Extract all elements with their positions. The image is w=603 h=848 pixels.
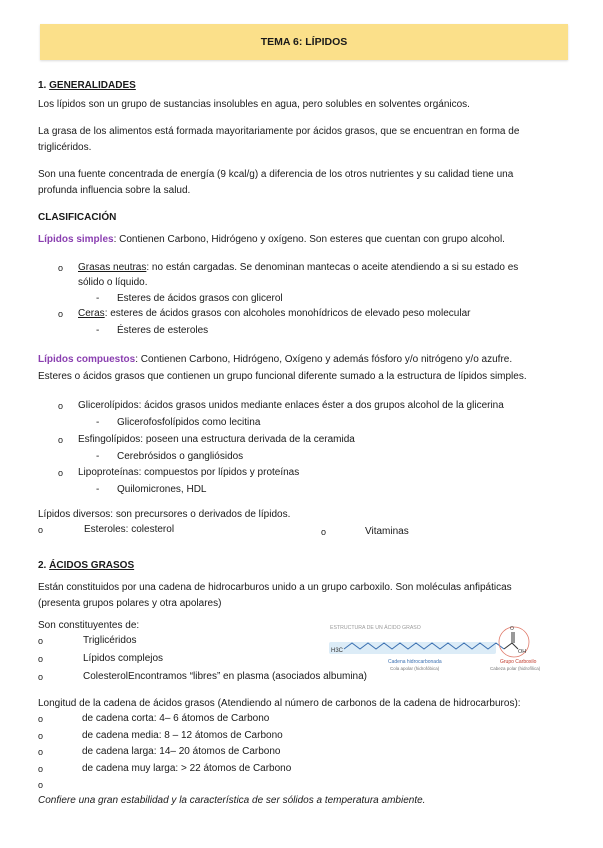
grasas-neutras-label: Grasas neutras <box>78 262 147 273</box>
dash-marker: - <box>96 451 100 462</box>
section-2-number: 2. <box>38 560 47 571</box>
bullet-marker: o <box>38 636 44 646</box>
section-2-title: ÁCIDOS GRASOS <box>49 560 135 571</box>
lipidos-diversos-line: Lípidos diversos: son precursores o derivados de lípidos. <box>38 509 291 520</box>
grasas-sub-item: Esteres de ácidos grasos con glicerol <box>117 293 283 304</box>
esfingolipidos-item: Esfingolípidos: poseen una estructura derivada de la ceramida <box>78 434 355 445</box>
bullet-marker: o <box>58 468 64 478</box>
bullet-marker: o <box>321 527 327 537</box>
bullet-marker: o <box>58 435 64 445</box>
list-item: de cadena corta: 4– 6 átomos de Carbono <box>82 713 270 724</box>
oxygen-label: O <box>510 626 514 632</box>
list-item: de cadena muy larga: > 22 átomos de Carbono <box>82 763 292 774</box>
ceras-label: Ceras <box>78 308 105 319</box>
section-1-number: 1. <box>38 80 47 91</box>
lipidos-compuestos-text: : Contienen Carbono, Hidrógeno, Oxígeno y además fósforo y/o nitrógeno y/o azufre. <box>135 354 513 365</box>
lipidos-simples-label: Lípidos simples <box>38 234 114 245</box>
carboxyl-bond <box>504 643 512 649</box>
paragraph: Los lípidos son un grupo de sustancias insolubles en agua, pero solubles en solventes orgánicos. <box>38 99 470 110</box>
esfingolipidos-sub-item: Cerebrósidos o gangliósidos <box>117 451 244 462</box>
bullet-marker: o <box>38 654 44 664</box>
lipidos-simples-text: : Contienen Carbono, Hidrógeno y oxígeno. Son esteres que cuentan con grupo alcohol. <box>113 234 505 245</box>
list-item: ColesterolEncontramos “libres” en plasma (asociados albumina) <box>83 671 368 682</box>
title-bar <box>40 24 568 60</box>
vitaminas-item: Vitaminas <box>365 526 409 537</box>
paragraph: La grasa de los alimentos está formada mayoritariamente por ácidos grasos, que se encuentran en forma de <box>38 126 520 137</box>
bullet-marker: o <box>58 309 64 319</box>
lipidos-compuestos-label: Lípidos compuestos <box>38 354 136 365</box>
lipoproteinas-sub-item: Quilomicrones, HDL <box>117 484 207 495</box>
dash-marker: - <box>96 293 100 304</box>
dash-marker: - <box>96 417 100 428</box>
grasas-neutras-text: : no están cargadas. Se denominan mantecas o aceite atendiendo a si su estado es <box>146 262 519 273</box>
bullet-marker: o <box>38 672 44 682</box>
grasas-neutras-text-2: sólido o líquido. <box>78 277 148 288</box>
lipidos-simples-line <box>38 234 505 245</box>
lipidos-compuestos-text-2: Esteres o ácidos grasos que contienen un grupo funcional diferente sumado a la estructura de lípidos simples. <box>38 371 527 382</box>
bullet-marker: o <box>58 263 64 273</box>
bullet-marker: o <box>38 764 44 774</box>
oh-label: OH <box>518 649 527 655</box>
h3c-label: H3C <box>331 648 344 654</box>
colesterol-item: Esteroles: colesterol <box>84 524 175 535</box>
bullet-marker: o <box>38 525 44 535</box>
bullet-marker: o <box>38 714 44 724</box>
section-1-heading <box>38 80 136 91</box>
chain-label: Cadena hidrocarbonada <box>388 659 442 665</box>
paragraph: (presenta grupos polares y otra apolares) <box>38 598 222 609</box>
lipoproteinas-item: Lipoproteínas: compuestos por lípidos y proteínas <box>78 467 300 478</box>
list-item: Lípidos complejos <box>83 653 164 664</box>
dash-marker: - <box>96 484 100 495</box>
ceras-line <box>78 308 470 319</box>
carboxyl-sub-label: Cabeza polar (hidrofílica) <box>490 666 541 671</box>
final-paragraph: Confiere una gran estabilidad y la característica de ser sólidos a temperatura ambiente. <box>38 795 426 806</box>
paragraph: Están constituidos por una cadena de hidrocarburos unido a un grupo carboxilo. Son moléculas anfipáticas <box>38 582 512 593</box>
section-2-heading <box>38 560 134 571</box>
lipidos-compuestos-line <box>38 354 512 365</box>
glicerolipidos-sub-item: Glicerofosfolípidos como lecitina <box>117 417 261 428</box>
list-item: de cadena larga: 14– 20 átomos de Carbono <box>82 746 281 757</box>
page-title: TEMA 6: LÍPIDOS <box>260 36 348 48</box>
list-item: de cadena media: 8 – 12 átomos de Carbono <box>82 730 283 741</box>
constituyentes-heading: Son constituyentes de: <box>38 620 140 631</box>
dash-marker: - <box>96 325 100 336</box>
bullet-marker: o <box>58 401 64 411</box>
bullet-marker: o <box>38 731 44 741</box>
diagram-title: ESTRUCTURA DE UN ÁCIDO GRASO <box>330 625 421 631</box>
list-item: Triglicéridos <box>83 635 137 646</box>
bullet-marker: o <box>38 780 44 790</box>
ceras-sub-item: Ésteres de esteroles <box>117 325 209 336</box>
glicerolipidos-item: Glicerolípidos: ácidos grasos unidos mediante enlaces éster a dos grupos alcohol de la glicerina <box>78 400 504 411</box>
clasificacion-heading: CLASIFICACIÓN <box>38 212 117 223</box>
carboxyl-label: Grupo Carboxilo <box>500 659 537 665</box>
ceras-text: : esteres de ácidos grasos con alcoholes monohídricos de elevado peso molecular <box>104 308 471 319</box>
paragraph: triglicéridos. <box>38 142 92 153</box>
longitud-line: Longitud de la cadena de ácidos grasos (Atendiendo al número de carbonos de la cadena de hidrocarburos): <box>38 698 521 709</box>
grasas-neutras-line <box>78 262 518 273</box>
paragraph: profunda influencia sobre la salud. <box>38 185 191 196</box>
bullet-marker: o <box>38 747 44 757</box>
paragraph: Son una fuente concentrada de energía (9 kcal/g) a diferencia de los otros nutrientes y su calidad tiene una <box>38 169 514 180</box>
section-1-title: GENERALIDADES <box>49 80 136 91</box>
fatty-acid-diagram <box>328 620 544 682</box>
chain-sub-label: Cola apolar (hidrofóbica) <box>390 666 440 671</box>
